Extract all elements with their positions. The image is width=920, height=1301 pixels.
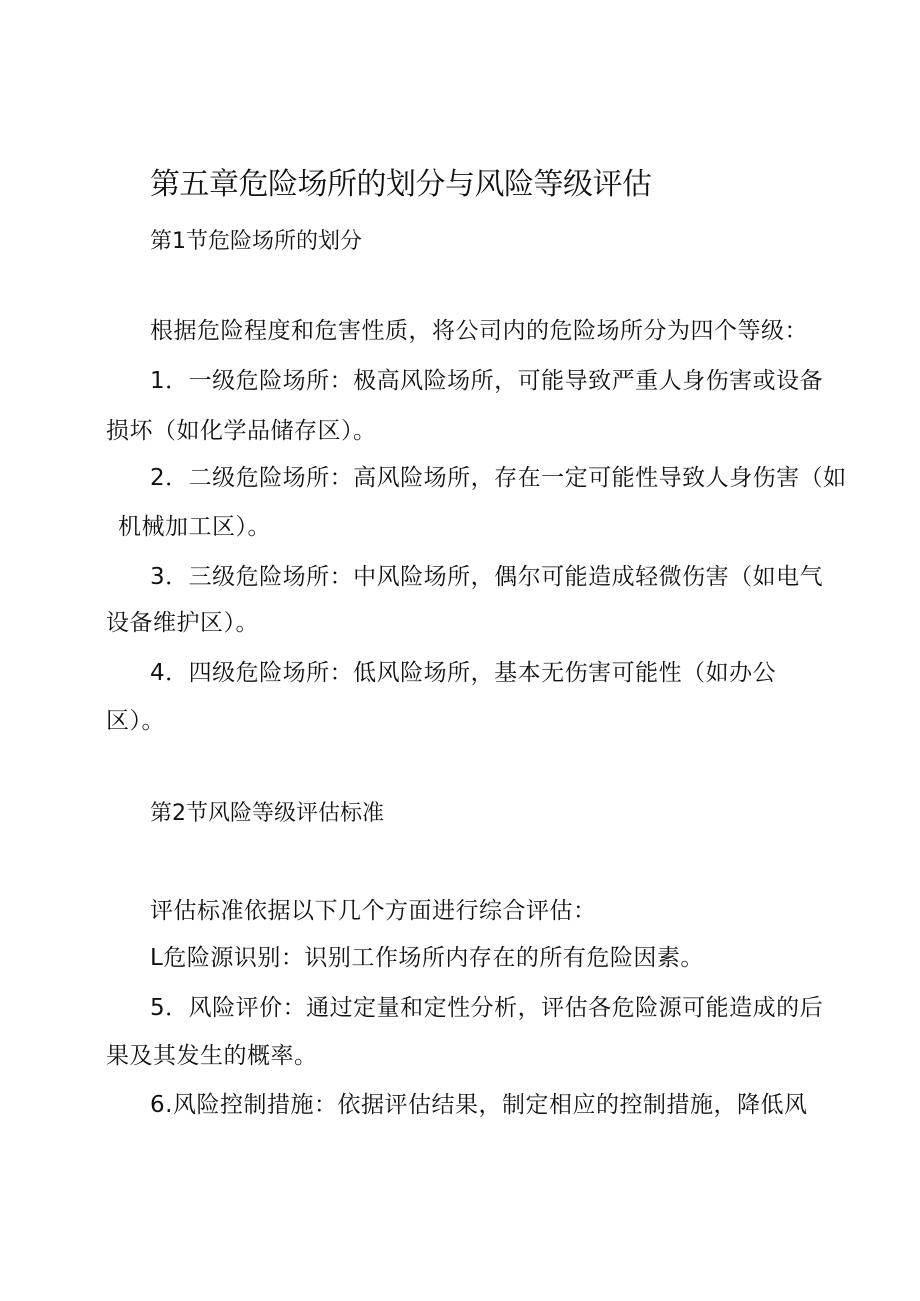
- criteria-item-3-line1: 6.风险控制措施：依据评估结果，制定相应的控制措施，降低风: [150, 1092, 808, 1118]
- section2-intro: 评估标准依据以下几个方面进行综合评估：: [150, 898, 597, 924]
- list-item-4-line1: 4．四级危险场所：低风险场所，基本无伤害可能性（如办公: [150, 660, 777, 686]
- list-item-1-line2: 损坏（如化学品储存区）。: [106, 418, 377, 444]
- criteria-item-2-line2: 果及其发生的概率。: [106, 1043, 318, 1069]
- list-item-4-line2: 区）。: [106, 708, 165, 734]
- list-item-3-line2: 设备维护区）。: [106, 610, 259, 636]
- list-item-1-line1: 1．一级危险场所：极高风险场所，可能导致严重人身伤害或设备: [150, 368, 824, 394]
- section-title-2: 第2节风险等级评估标准: [150, 801, 384, 826]
- criteria-item-1: L危险源识别：识别工作场所内存在的所有危险因素。: [150, 945, 704, 971]
- section-title-1: 第1节危险场所的划分: [150, 229, 362, 254]
- list-item-2-line1: 2．二级危险场所：高风险场所，存在一定可能性导致人身伤害（如: [150, 465, 847, 491]
- list-item-2-line2: 机械加工区）。: [118, 514, 271, 540]
- list-item-3-line1: 3．三级危险场所：中风险场所，偶尔可能造成轻微伤害（如电气: [150, 564, 824, 590]
- chapter-title: 第五章危险场所的划分与风险等级评估: [150, 167, 652, 202]
- section1-intro: 根据危险程度和危害性质，将公司内的危险场所分为四个等级：: [150, 318, 808, 344]
- criteria-item-2-line1: 5．风险评价：通过定量和定性分析，评估各危险源可能造成的后: [150, 995, 824, 1021]
